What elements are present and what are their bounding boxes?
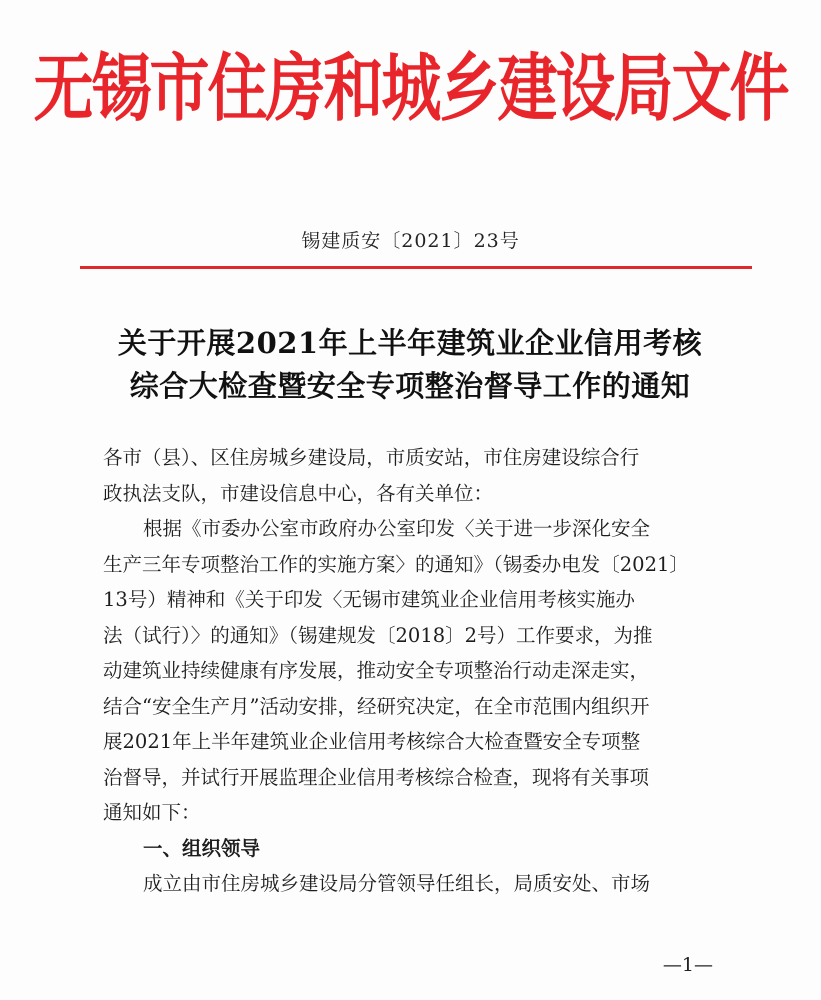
body-line: 政执法支队，市建设信息中心，各有关单位： [103,481,494,505]
body-line: 13号）精神和《关于印发〈无锡市建筑业企业信用考核实施办 [103,588,635,611]
body-line: 成立由市住房城乡建设局分管领导任组长，局质安处、市场 [143,872,651,895]
body-line: 法（试行）〉的通知》（锡建规发〔2018〕2号）工作要求，为推 [103,623,653,647]
issuer-red-header: 无锡市住房和城乡建设局文件 [33,46,788,132]
document-number: 锡建质安〔2021〕23号 [301,230,520,252]
body-line: 根据《市委办公室市政府办公室印发〈关于进一步深化安全 [143,517,651,540]
body-line: 治督导，并试行开展监理企业信用考核综合检查，现将有关事项 [103,765,650,789]
title-line-1: 关于开展2021年上半年建筑业企业信用考核 [117,326,703,360]
page-number: —1— [662,954,713,976]
title-line-2: 综合大检查暨安全专项整治督导工作的通知 [129,369,691,403]
body-line: 通知如下： [103,801,201,824]
body-line: 展2021年上半年建筑业企业信用考核综合大检查暨安全专项整 [103,730,641,753]
document-title [60,322,760,408]
body-line: 结合“安全生产月”活动安排，经研究决定，在全市范围内组织开 [103,694,650,718]
document-body [103,440,723,902]
body-line: 各市（县）、区住房城乡建设局，市质安站，市住房建设综合行 [103,446,640,469]
body-line: 动建筑业持续健康有序发展，推动安全专项整治行动走深走实， [103,659,650,682]
red-separator-line [80,266,752,269]
body-line: 生产三年专项整治工作的实施方案〉的通知》（锡委办电发〔2021〕 [103,552,689,576]
section-heading: 一、组织领导 [143,836,261,860]
